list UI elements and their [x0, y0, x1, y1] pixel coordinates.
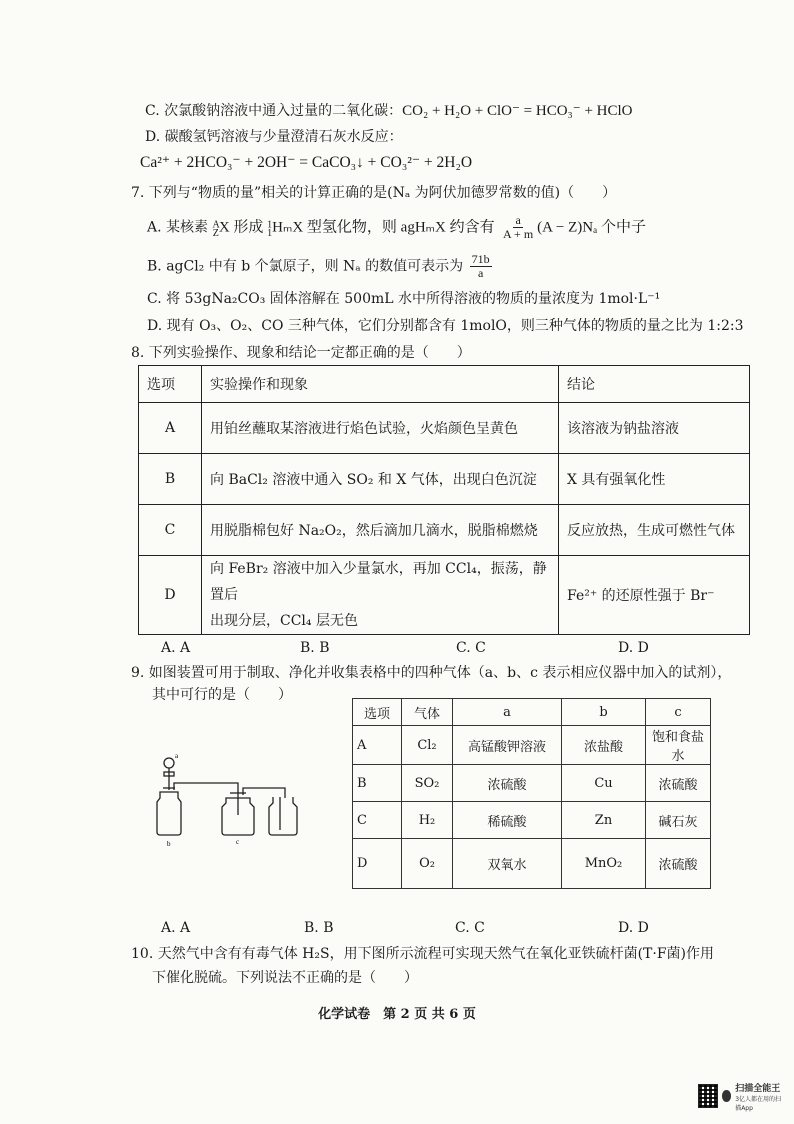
apparatus-label-b: b: [167, 840, 171, 848]
q9-choice-d: D. D: [618, 920, 649, 936]
q10-stem-line1: 10. 天然气中含有有毒气体 H₂S，用下图所示流程可实现天然气在氧化亚铁硫杆菌(T·F菌)作用: [131, 946, 715, 962]
q6-option-d: D. 碳酸氢钙溶液与少量澄清石灰水反应：: [145, 129, 403, 145]
q7-a-fraction: $\frac{a}{A + m}$: [503, 213, 534, 241]
q8-stem: 8. 下列实验操作、现象和结论一定都正确的是（ ）: [131, 345, 471, 361]
scanner-badge: 扫描全能王 3亿人都在用的扫描App: [698, 1083, 786, 1109]
apparatus-label-c: c: [236, 838, 240, 846]
q6-c-equation: CO₂ + H₂O + ClO⁻ = HCO₃⁻ + HClO: [402, 103, 633, 119]
q6-d-equation: Ca²⁺ + 2HCO₃⁻ + 2OH⁻ = CaCO₃↓ + CO₃²⁻ + 2H₂O: [140, 154, 473, 171]
q7-b-fraction: $\frac{71b}{a}$: [471, 252, 490, 280]
q7-stem: 7. 下列与“物质的量”相关的计算正确的是(Nₐ 为阿伏加德罗常数的值)（ ）: [131, 185, 617, 201]
table-row: C H₂ 稀硫酸 Zn 碱石灰: [353, 802, 711, 839]
q10-stem-line2: 下催化脱硫。下列说法不正确的是（ ）: [152, 970, 418, 986]
q6-c-text: C. 次氯酸钠溶液中通入过量的二氧化碳：: [145, 103, 403, 119]
q9-choice-c: C. C: [455, 920, 485, 936]
table-row: A Cl₂ 高锰酸钾溶液 浓盐酸 饱和食盐水: [353, 726, 711, 765]
qr-code-icon: [698, 1084, 718, 1108]
q9-table: 选项 气体 a b c A Cl₂ 高锰酸钾溶液 浓盐酸 饱和食盐水 B SO₂ 浓硫酸 Cu 浓硫酸 C H₂ 稀硫酸 Zn 碱石灰 D O₂ 双氧水 MnO₂ 浓硫酸: [352, 698, 711, 889]
q7-option-d: D. 现有 O₃、O₂、CO 三种气体，它们分别都含有 1molO，则三种气体的物质的量之比为 1:2:3: [147, 318, 744, 334]
table-row: D O₂ 双氧水 MnO₂ 浓硫酸: [353, 839, 711, 889]
q8-choice-c: C. C: [456, 640, 486, 656]
q8-choice-d: D. D: [618, 640, 649, 656]
q8-choice-b: B. B: [300, 640, 330, 656]
q9-stem-line2: 其中可行的是（ ）: [152, 687, 292, 703]
q7-option-a: A. 某核素 $^A_Z$X 形成 $^1_1$HₘX 型氢化物，则 agHₘX 约含有 $\frac{a}{A + m}$ (A − Z)Nₐ 个中子: [147, 213, 646, 241]
q7-option-c: C. 将 53gNa₂CO₃ 固体溶解在 500mL 水中所得溶液的物质的量浓度为 1mol·L⁻¹: [147, 291, 661, 307]
camscanner-logo-icon: [722, 1090, 732, 1102]
gas-apparatus-diagram: [150, 750, 320, 850]
q6-option-c: [145, 101, 633, 121]
q8-header-operation: 实验操作和现象: [202, 366, 559, 403]
q8-table: [138, 365, 750, 635]
q8-header-option: 选项: [139, 366, 202, 403]
table-row: C 用脱脂棉包好 Na₂O₂，然后滴加几滴水，脱脂棉燃烧 反应放热，生成可燃性气体: [139, 505, 750, 556]
q7-option-b: B. agCl₂ 中有 b 个氯原子，则 Nₐ 的数值可表示为 $\frac{71b}{a}$: [147, 252, 490, 280]
page-footer: 化学试卷 第 2 页 共 6 页: [318, 1007, 476, 1022]
table-row: A 用铂丝蘸取某溶液进行焰色试验，火焰颜色呈黄色 该溶液为钠盐溶液: [139, 403, 750, 454]
q8-header-conclusion: 结论: [559, 366, 750, 403]
table-row: D 向 FeBr₂ 溶液中加入少量氯水，再加 CCl₄，振荡，静置后 出现分层，CCl₄ 层无色 Fe²⁺ 的还原性强于 Br⁻: [139, 556, 750, 635]
table-row: B 向 BaCl₂ 溶液中通入 SO₂ 和 X 气体，出现白色沉淀 X 具有强氧化性: [139, 454, 750, 505]
q9-choice-a: A. A: [161, 920, 191, 936]
table-row: B SO₂ 浓硫酸 Cu 浓硫酸: [353, 765, 711, 802]
q9-stem-line1: 9. 如图装置可用于制取、净化并收集表格中的四种气体（a、b、c 表示相应仪器中加入的试剂），: [131, 665, 732, 681]
q9-choice-b: B. B: [304, 920, 334, 936]
apparatus-label-a: a: [175, 752, 179, 760]
q8-choice-a: A. A: [161, 640, 191, 656]
